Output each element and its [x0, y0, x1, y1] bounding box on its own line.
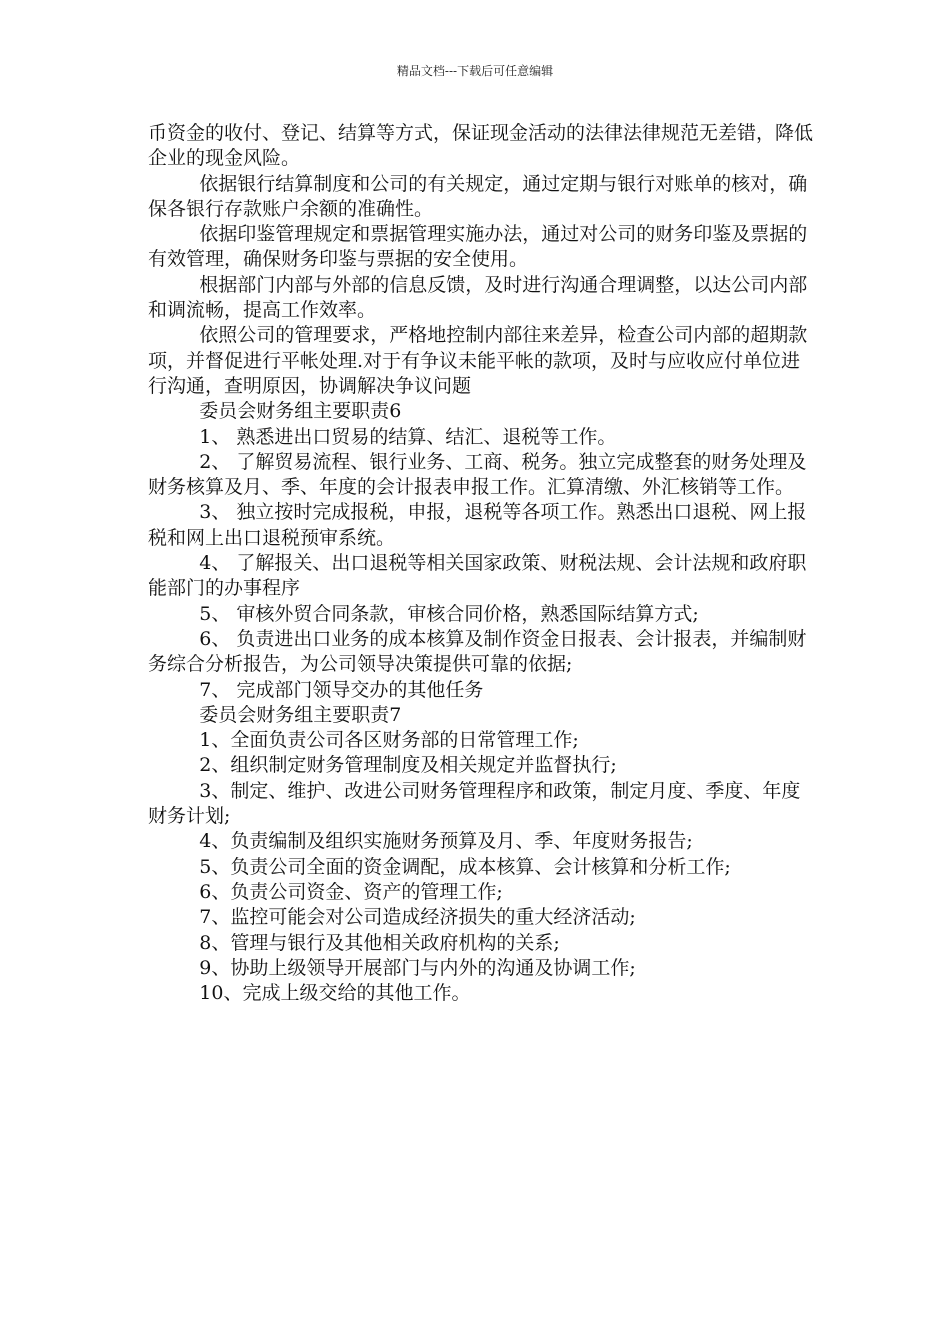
list-item: 7、 完成部门领导交办的其他任务 — [199, 678, 484, 701]
list-item: 1、 熟悉进出口贸易的结算、结汇、退税等工作。 — [199, 425, 617, 448]
list-item: 3、 独立按时完成报税，申报，退税等各项工作。熟悉出口退税、网上报税和网上出口退税预审系统。 — [148, 501, 807, 549]
list-item: 4、负责编制及组织实施财务预算及月、季、年度财务报告; — [199, 830, 693, 853]
list-item: 2、组织制定财务管理制度及相关规定并监督执行; — [199, 754, 617, 777]
list-item: 5、负责公司全面的资金调配，成本核算、会计核算和分析工作; — [199, 855, 731, 878]
list-item: 1、全面负责公司各区财务部的日常管理工作; — [199, 729, 579, 752]
paragraph: 依据银行结算制度和公司的有关规定，通过定期与银行对账单的核对，确保各银行存款账户余额的准确性。 — [148, 172, 808, 220]
section-heading: 委员会财务组主要职责7 — [199, 703, 402, 726]
list-item: 7、监控可能会对公司造成经济损失的重大经济活动; — [199, 906, 636, 929]
list-item: 3、制定、维护、改进公司财务管理程序和政策，制定月度、季度、年度财务计划; — [148, 779, 801, 828]
list-item: 10、完成上级交给的其他工作。 — [199, 982, 471, 1005]
paragraph: 币资金的收付、登记、结算等方式，保证现金活动的法律法律规范无差错，降低企业的现金风险。 — [148, 122, 814, 170]
list-item: 8、管理与银行及其他相关政府机构的关系; — [199, 931, 560, 954]
list-item: 2、 了解贸易流程、银行业务、工商、税务。独立完成整套的财务处理及财务核算及月、季、年度的会计报表申报工作。汇算清缴、外汇核销等工作。 — [148, 450, 807, 499]
list-item: 5、 审核外贸合同条款，审核合同价格，熟悉国际结算方式; — [199, 602, 699, 625]
paragraph: 依据印鉴管理规定和票据管理实施办法，通过对公司的财务印鉴及票据的有效管理，确保财务印鉴与票据的安全使用。 — [148, 223, 808, 271]
list-item: 6、 负责进出口业务的成本核算及制作资金日报表、会计报表，并编制财务综合分析报告，为公司领导决策提供可靠的依据; — [148, 627, 807, 676]
paragraph: 根据部门内部与外部的信息反馈，及时进行沟通合理调整，以达公司内部和调流畅，提高工作效率。 — [148, 273, 808, 322]
list-item: 6、负责公司资金、资产的管理工作; — [199, 880, 503, 903]
list-item: 4、 了解报关、出口退税等相关国家政策、财税法规、会计法规和政府职能部门的办事程序 — [148, 552, 807, 600]
list-item: 9、协助上级领导开展部门与内外的沟通及协调工作; — [199, 956, 636, 979]
section-heading: 委员会财务组主要职责6 — [199, 400, 402, 423]
page-header: 精品文档---下载后可任意编辑 — [396, 64, 554, 78]
document-body — [148, 121, 818, 1006]
paragraph: 依照公司的管理要求，严格地控制内部往来差异，检查公司内部的超期款项，并督促进行平帐处理.对于有争议未能平帐的款项，及时与应收应付单位进行沟通，查明原因，协调解决争议问题 — [148, 324, 808, 397]
